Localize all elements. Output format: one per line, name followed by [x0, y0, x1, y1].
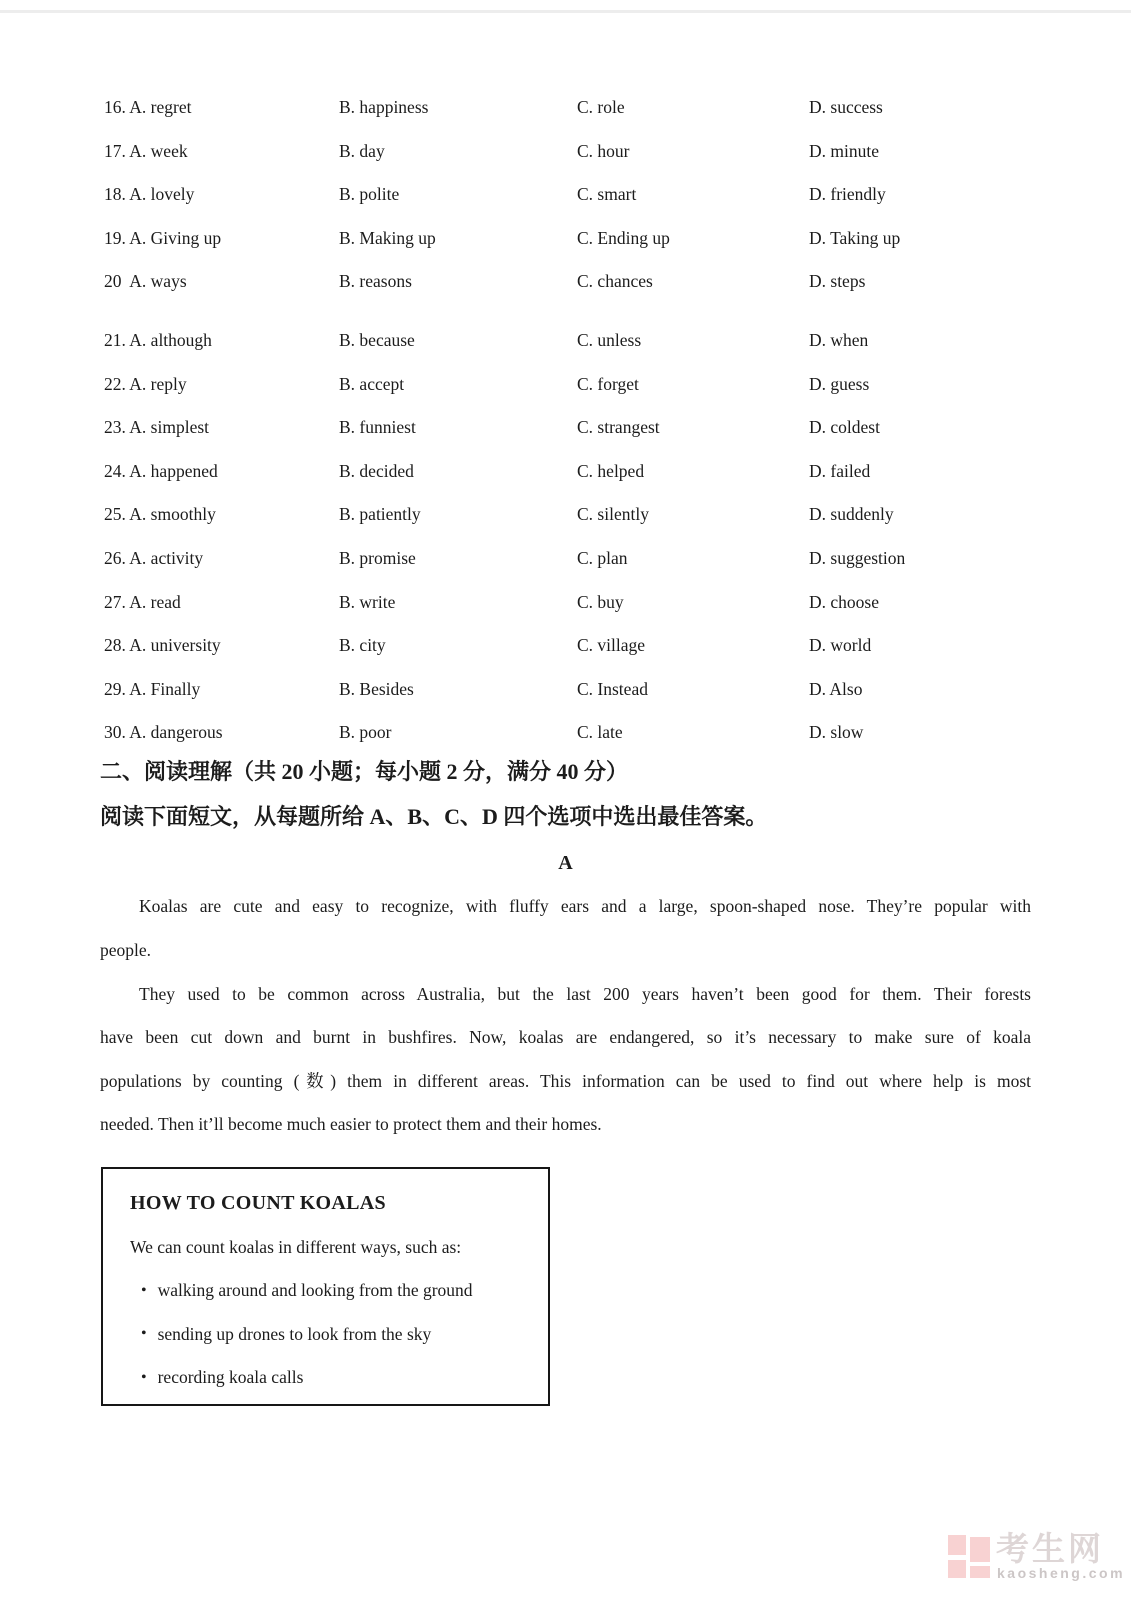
option-a: 26. A. activity	[104, 547, 204, 568]
watermark-brand-domain: kaosheng.com	[997, 1565, 1126, 1581]
passage-line: They used to be common across Australia, but the last 200 years haven’t been good for them. Their forests	[139, 984, 1031, 1004]
watermark-brand-name: 考生网	[996, 1530, 1104, 1567]
mcq-row	[104, 581, 1131, 625]
option-d: D. Also	[809, 678, 863, 699]
option-a: 28. A. university	[104, 635, 221, 656]
mcq-row	[104, 173, 1131, 217]
option-d: D. slow	[809, 722, 864, 743]
option-a: 21. A. although	[104, 329, 212, 350]
option-d: D. Taking up	[809, 227, 901, 248]
mcq-row	[104, 319, 1131, 363]
bullet-item	[130, 1269, 540, 1313]
option-b: B. decided	[339, 460, 414, 481]
option-a: 23. A. simplest	[104, 417, 210, 438]
mcq-row	[104, 493, 1131, 537]
watermark	[948, 1531, 1124, 1591]
option-d: D. suddenly	[809, 504, 894, 525]
option-d: D. guess	[809, 373, 870, 394]
option-b: B. day	[339, 140, 385, 161]
mcq-row	[104, 537, 1131, 581]
option-a: 22. A. reply	[104, 373, 187, 394]
option-a: 19. A. Giving up	[104, 227, 222, 248]
mcq-row	[104, 217, 1131, 261]
mcq-row	[104, 406, 1131, 450]
mcq-row	[104, 624, 1131, 668]
box-title: HOW TO COUNT KOALAS	[130, 1192, 386, 1215]
bullet-marker: •	[141, 1281, 147, 1299]
option-d: D. choose	[809, 591, 879, 612]
bullet-marker: •	[141, 1368, 147, 1386]
option-c: C. role	[577, 97, 625, 117]
mcq-row	[104, 130, 1131, 174]
option-d: D. success	[809, 97, 883, 117]
option-c: C. chances	[577, 271, 653, 292]
bullet-item	[130, 1313, 540, 1357]
mcq-section	[104, 86, 1131, 755]
option-c: C. late	[577, 722, 623, 743]
option-b: B. Making up	[339, 227, 436, 248]
option-a: 25. A. smoothly	[104, 504, 216, 525]
option-c: C. Ending up	[577, 227, 670, 248]
option-c: C. plan	[577, 547, 628, 568]
option-d: D. steps	[809, 271, 866, 292]
mcq-row	[104, 668, 1131, 712]
option-b: B. reasons	[339, 271, 412, 292]
bullet-marker: •	[141, 1325, 147, 1343]
passage-line: people.	[100, 940, 152, 960]
option-c: C. hour	[577, 140, 630, 161]
scan-edge-artifact	[0, 10, 1131, 13]
option-b: B. city	[339, 635, 386, 656]
option-b: B. funniest	[339, 417, 416, 438]
bullet-item	[130, 1356, 540, 1400]
option-b: B. polite	[339, 184, 400, 205]
option-b: B. happiness	[339, 97, 429, 117]
mcq-row	[104, 363, 1131, 407]
bullet-text: walking around and looking from the ground	[157, 1280, 473, 1301]
option-d: D. friendly	[809, 184, 886, 205]
bullet-text: recording koala calls	[157, 1367, 304, 1388]
section-instruction: 阅读下面短文，从每题所给 A、B、C、D 四个选项中选出最佳答案。	[100, 804, 768, 829]
option-d: D. suggestion	[809, 547, 906, 568]
option-d: D. minute	[809, 140, 879, 161]
option-a: 17. A. week	[104, 140, 188, 161]
mcq-row	[104, 711, 1131, 755]
option-d: D. failed	[809, 460, 871, 481]
option-b: B. accept	[339, 373, 405, 394]
option-c: C. Instead	[577, 678, 648, 699]
option-a: 20 A. ways	[104, 271, 187, 292]
section-heading: 二、阅读理解（共 20 小题；每小题 2 分，满分 40 分）	[100, 759, 629, 784]
passage-line: populations by counting (数) them in different areas. This information can be used to find out where help is most	[100, 1071, 1031, 1091]
option-c: C. silently	[577, 504, 649, 525]
passage-line: Koalas are cute and easy to recognize, with fluffy ears and a large, spoon-shaped nose. They’re popular with	[139, 896, 1031, 916]
option-b: B. patiently	[339, 504, 421, 525]
option-d: D. coldest	[809, 417, 880, 438]
option-b: B. promise	[339, 547, 416, 568]
option-b: B. poor	[339, 722, 392, 743]
option-c: C. helped	[577, 460, 645, 481]
option-c: C. village	[577, 635, 646, 656]
option-c: C. unless	[577, 329, 642, 350]
option-c: C. buy	[577, 591, 624, 612]
option-a: 29. A. Finally	[104, 678, 201, 699]
option-d: D. world	[809, 635, 872, 656]
box-intro: We can count koalas in different ways, such as:	[130, 1236, 462, 1257]
bullet-text: sending up drones to look from the sky	[157, 1323, 432, 1344]
option-a: 16. A. regret	[104, 97, 192, 117]
mcq-row	[104, 260, 1131, 304]
option-c: C. forget	[577, 373, 639, 394]
passage-line: have been cut down and burnt in bushfires. Now, koalas are endangered, so it’s necessary to make sure of koala	[100, 1027, 1031, 1047]
option-a: 30. A. dangerous	[104, 722, 223, 743]
mcq-row	[104, 86, 1131, 130]
option-a: 18. A. lovely	[104, 184, 195, 205]
koala-count-box	[101, 1167, 550, 1406]
option-c: C. smart	[577, 184, 637, 205]
option-c: C. strangest	[577, 417, 660, 438]
mcq-row	[104, 450, 1131, 494]
option-d: D. when	[809, 329, 869, 350]
passage-line: needed. Then it’ll become much easier to protect them and their homes.	[100, 1114, 602, 1134]
option-b: B. because	[339, 329, 415, 350]
kaosheng-logo-icon	[948, 1535, 991, 1578]
passage-label: A	[558, 852, 573, 874]
option-a: 24. A. happened	[104, 460, 218, 481]
option-b: B. Besides	[339, 678, 414, 699]
option-b: B. write	[339, 591, 396, 612]
option-a: 27. A. read	[104, 591, 181, 612]
